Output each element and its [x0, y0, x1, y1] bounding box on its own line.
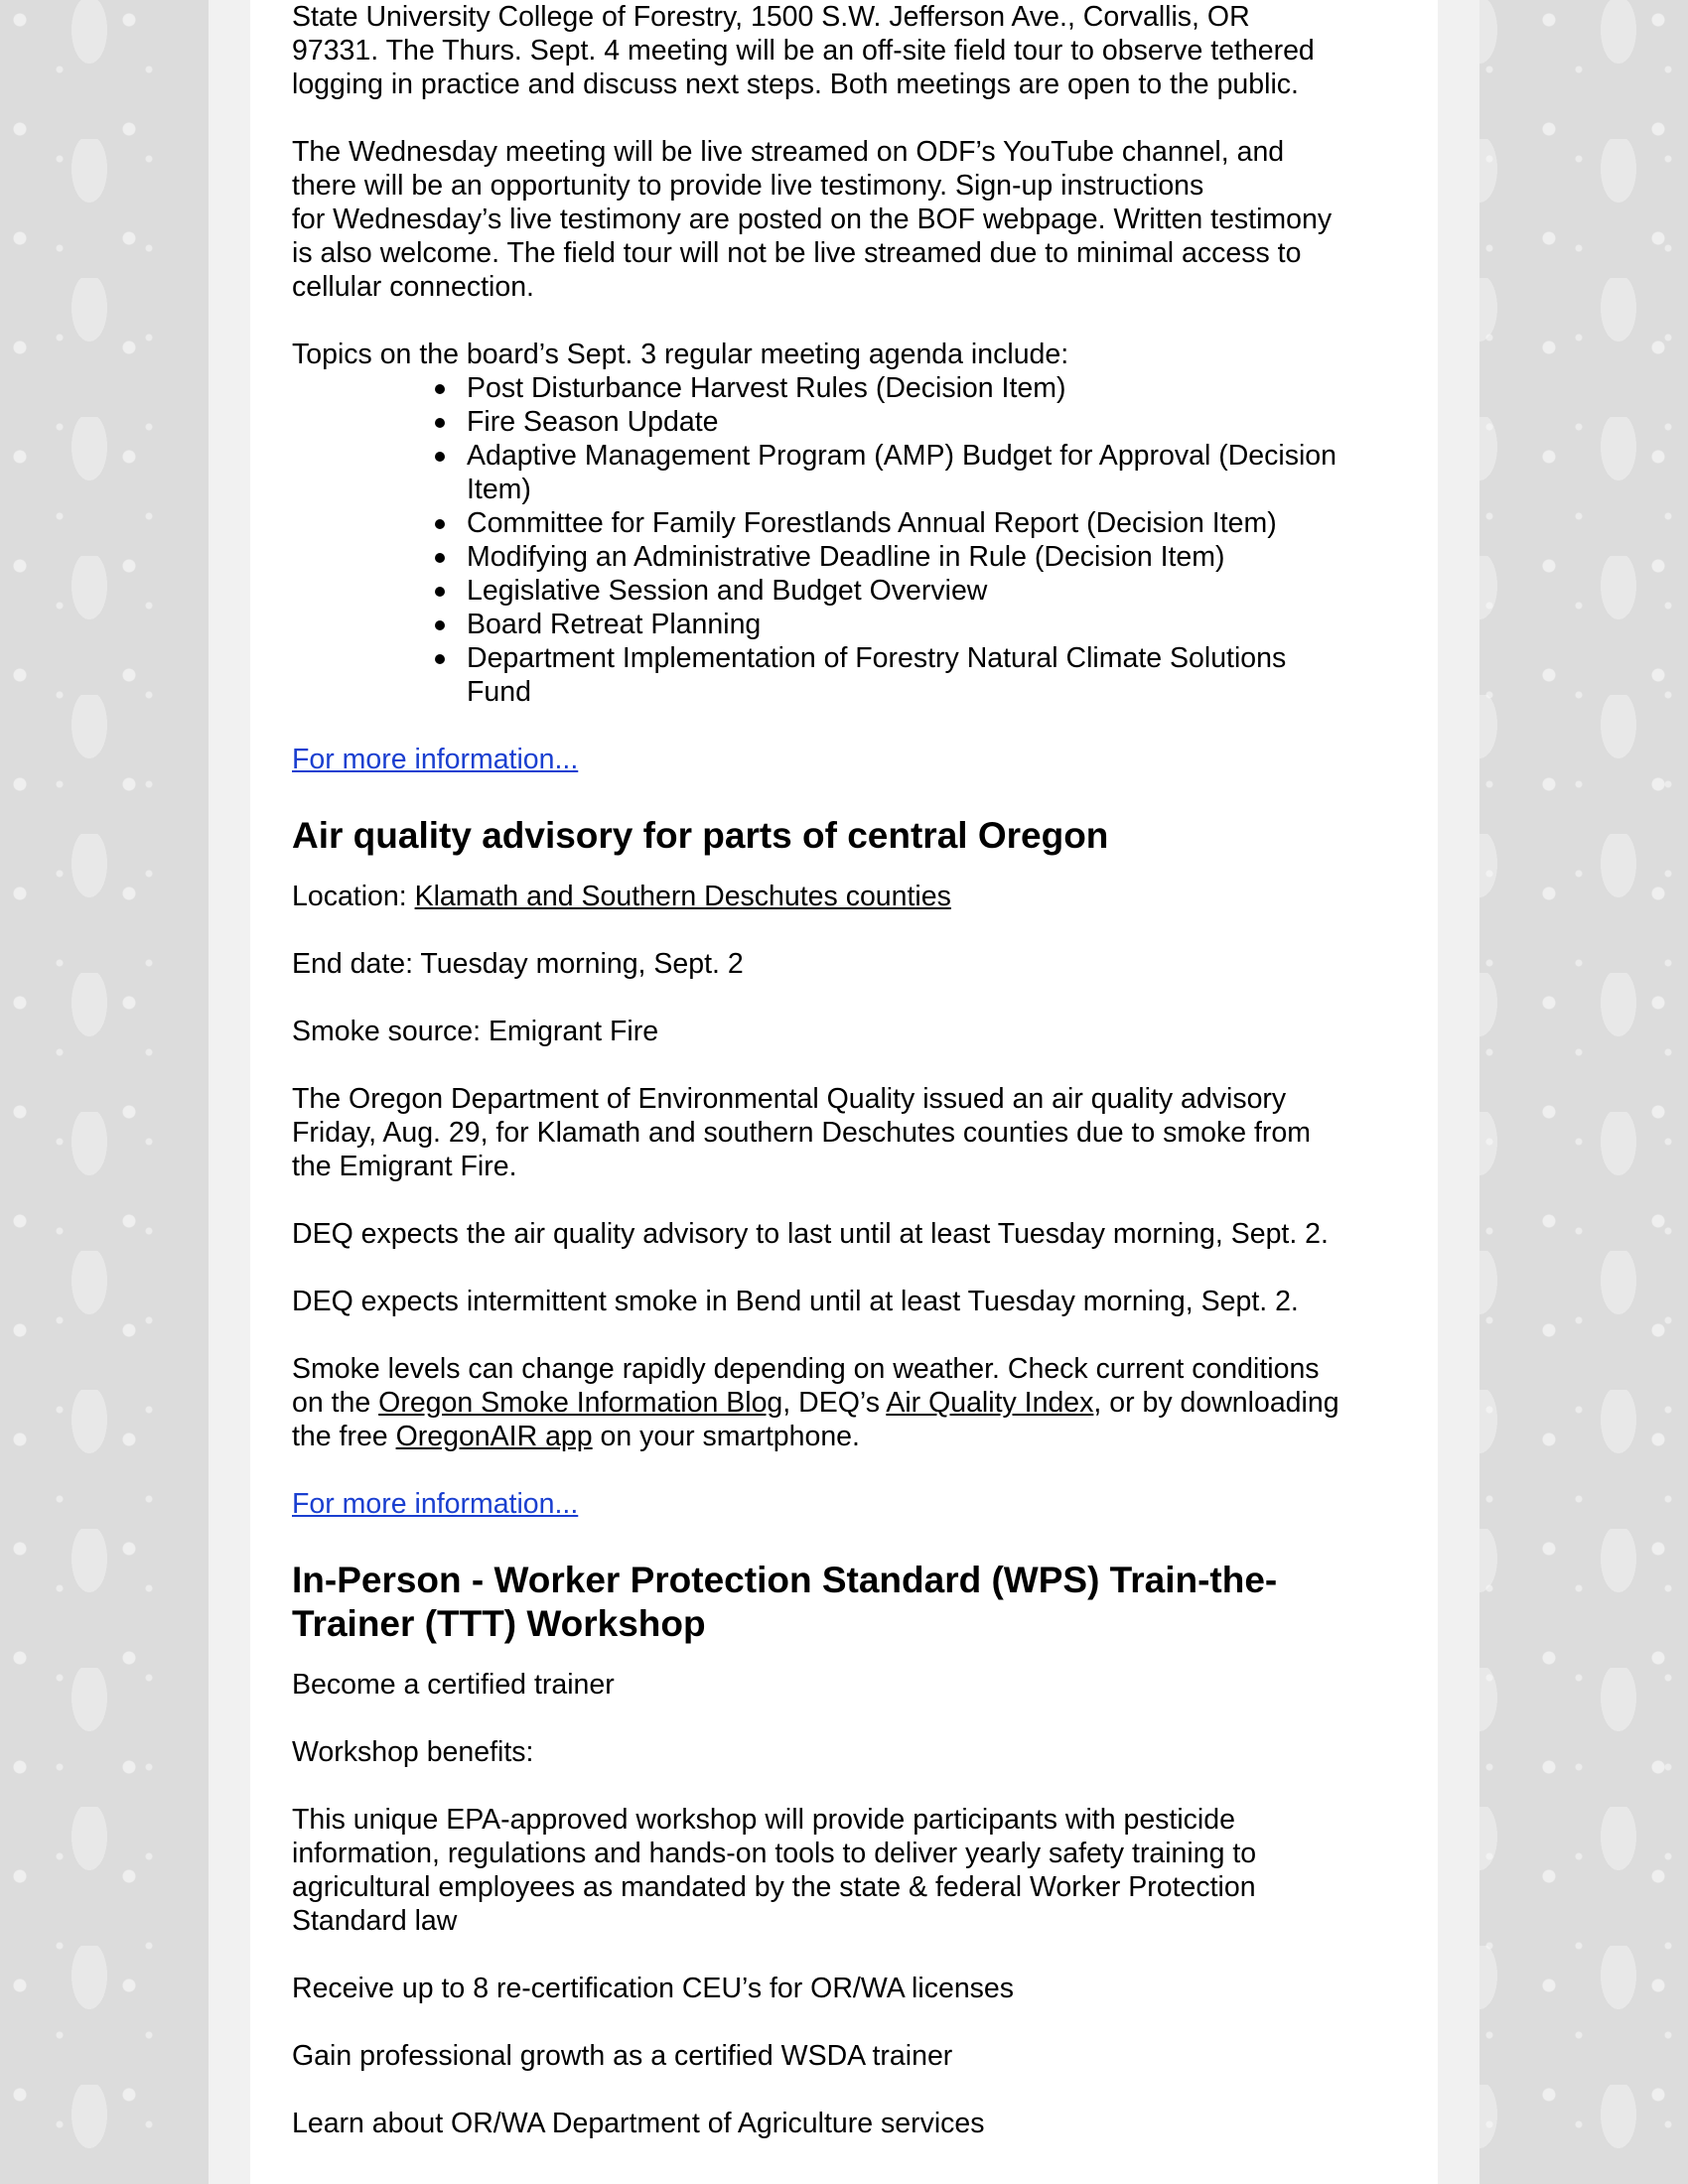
wps-unique-line-3: agricultural employees as mandated by the state & federal Worker Protection: [292, 1871, 1256, 1903]
wps-learn: Learn about OR/WA Department of Agriculture services: [292, 2108, 985, 2139]
meeting-location-line-2: 97331. The Thurs. Sept. 4 meeting will be an off-site field tour to observe tethered: [292, 35, 1315, 67]
air-issued-line-3: the Emigrant Fire.: [292, 1151, 517, 1182]
list-item: Fire Season Update: [431, 405, 1404, 439]
bullet-icon: [435, 519, 445, 529]
air-end-date: End date: Tuesday morning, Sept. 2: [292, 948, 744, 980]
newsletter-card: [250, 0, 1438, 2184]
wps-growth: Gain professional growth as a certified WSDA trainer: [292, 2040, 953, 2072]
air-levels-line-2: on the Oregon Smoke Information Blog, DEQ’s Air Quality Index, or by downloading: [292, 1387, 1339, 1419]
air-levels-line-3: the free OregonAIR app on your smartphone.: [292, 1421, 860, 1452]
board-more-info-link[interactable]: For more information...: [292, 744, 579, 775]
wps-unique-line-4: Standard law: [292, 1905, 458, 1937]
topics-intro: Topics on the board’s Sept. 3 regular meeting agenda include:: [292, 339, 1069, 370]
air-smoke-source: Smoke source: Emigrant Fire: [292, 1016, 659, 1047]
board-meeting-section: [292, 0, 1404, 776]
list-item: Modifying an Administrative Deadline in Rule (Decision Item): [431, 540, 1404, 574]
livestream-line-4: is also welcome. The field tour will not be live streamed due to minimal access to: [292, 237, 1302, 269]
wps-benefits: Workshop benefits:: [292, 1736, 534, 1768]
background-pattern-left: [0, 0, 209, 2184]
wps-heading: In-Person - Worker Protection Standard (WPS) Train-the- Trainer (TTT) Workshop: [292, 1560, 1278, 1644]
list-item: Department Implementation of Forestry Natural Climate Solutions Fund: [431, 641, 1404, 709]
wps-workshop-section: [292, 1559, 1404, 2140]
list-item: Committee for Family Forestlands Annual Report (Decision Item): [431, 506, 1404, 540]
air-quality-section: [292, 814, 1404, 1521]
air-quality-heading: Air quality advisory for parts of central Oregon: [292, 815, 1109, 856]
meeting-location-line-3: logging in practice and discuss next steps. Both meetings are open to the public.: [292, 68, 1299, 100]
list-item: Board Retreat Planning: [431, 608, 1404, 641]
bullet-icon: [435, 620, 445, 630]
wps-unique-line-1: This unique EPA-approved workshop will provide participants with pesticide: [292, 1804, 1235, 1836]
topics-list: [292, 371, 1404, 709]
wps-unique-line-2: information, regulations and hands-on tools to deliver yearly safety training to: [292, 1838, 1257, 1869]
background-pattern-right: [1479, 0, 1688, 2184]
air-levels-line-1: Smoke levels can change rapidly depending on weather. Check current conditions: [292, 1353, 1320, 1385]
air-quality-index-link[interactable]: Air Quality Index: [886, 1387, 1094, 1419]
air-issued-line-2: Friday, Aug. 29, for Klamath and southern Deschutes counties due to smoke from: [292, 1117, 1312, 1149]
list-item: Adaptive Management Program (AMP) Budget for Approval (Decision Item): [431, 439, 1404, 506]
list-item: Post Disturbance Harvest Rules (Decision Item): [431, 371, 1404, 405]
bullet-icon: [435, 418, 445, 428]
bullet-icon: [435, 384, 445, 394]
meeting-location-line-1: State University College of Forestry, 1500 S.W. Jefferson Ave., Corvallis, OR: [292, 1, 1250, 33]
smoke-blog-link[interactable]: Oregon Smoke Information Blog: [378, 1387, 783, 1419]
left-gutter: [209, 0, 250, 2184]
air-location: Location: Klamath and Southern Deschutes counties: [292, 881, 951, 912]
air-issued-line-1: The Oregon Department of Environmental Quality issued an air quality advisory: [292, 1083, 1287, 1115]
wps-ceu: Receive up to 8 re-certification CEU’s for OR/WA licenses: [292, 1973, 1015, 2004]
list-item: Legislative Session and Budget Overview: [431, 574, 1404, 608]
bullet-icon: [435, 587, 445, 597]
air-expects-advisory: DEQ expects the air quality advisory to last until at least Tuesday morning, Sept. 2.: [292, 1218, 1329, 1250]
livestream-line-5: cellular connection.: [292, 271, 534, 303]
counties-link[interactable]: Klamath and Southern Deschutes counties: [414, 881, 951, 912]
right-gutter: [1438, 0, 1479, 2184]
air-expects-bend: DEQ expects intermittent smoke in Bend until at least Tuesday morning, Sept. 2.: [292, 1286, 1299, 1317]
air-more-info-link[interactable]: For more information...: [292, 1488, 579, 1520]
newsletter-content: [292, 0, 1404, 2140]
bullet-icon: [435, 553, 445, 563]
wps-certified: Become a certified trainer: [292, 1669, 615, 1701]
livestream-line-1: The Wednesday meeting will be live streamed on ODF’s YouTube channel, and: [292, 136, 1285, 168]
bullet-icon: [435, 654, 445, 664]
livestream-line-2: there will be an opportunity to provide live testimony. Sign-up instructions: [292, 170, 1204, 202]
bullet-icon: [435, 452, 445, 462]
oregonair-app-link[interactable]: OregonAIR app: [395, 1421, 593, 1452]
livestream-line-3: for Wednesday’s live testimony are posted on the BOF webpage. Written testimony: [292, 204, 1333, 235]
